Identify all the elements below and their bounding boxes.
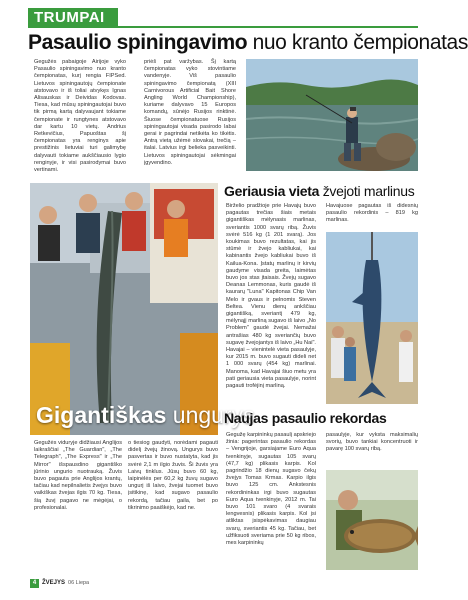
eel-headline-bold: Gigantiškas xyxy=(36,402,167,428)
marlin-article-col1: Birželio pradžioje prie Havajų buvo pagautas trečias šiais metais gigantiškas mėlynasis marlinas, sveriantis 1000 svarų ribą. Žuvis svėrė 516 kg (1 201 svarą). Jos koukimas buvo rezultatas, kai jis stūmė ir žvejo kabliukai, kai kabinantis žvejo kabliukai buvo iš Kailua-Kona. Įstatų marlinų ir kirvių gaudyme visada greita, laimėtas buvo jos stas įtaisais. Žvejų sugavo Deanas Lemmonas, kuris gaudė iš kaurarų "Luna" Kapitonas Chip Van Melo ir gvaus ir pelnomis Steven Beltea. Vienu dienų ankščiau gigantišką, sveriantį 479 kg, mėlynąjį marliną sugavo iš laivo „No Problem" gaudė žvejai. Nemažai antrašias 480 kg sveriančių buvo sugavę žvejojantys iš laivo „Hu Nai". Havajai – vienintelė vieta pasaulyje, kur 2015 m. buvo sugauti dideli net 1 000 svarų (454 kg) marlinai. Manoma, kad Havajai šiuo metu yra pati geriausia vieta pasaulyje, norint pagauti trofėjinį marliną. xyxy=(226,203,316,390)
page-footer xyxy=(30,578,89,588)
top-article-col2: priėš pat varžybas. Šį kartą čempionatas vyko stovintiame vandenyje. Viš pasaulio spiningavimo čempionatą (XIII Carnivorous Artificial Bait Shore Angling World Championship), kuriame dalyvavo 15 Europos komandų, sūnėjo Rusijos rinktinė. Šiuose čempionatuose Rusijos spiningautojai visada pasirodo labai gerai ir pagrindai netikėta ko tikėtis. Antrą vietą užėmė slovakai, trečią – italai. Latvius irgi belieka pasveikinti. Lietuvos spiningautojai sėkmingai įgyvendino. xyxy=(144,59,236,166)
eel-article-col1: Gegužės viduryje didžiausi Anglijos laikraščiai „The Guardian", „The Telegraph", „The Express" ir „The Mirror" išspausdino gigantiško jūrinio ungurio nuotrauką. Žuvis buvo pagauta prie Anglijos krantų, tačiau kad nepilnalietis žvejys buvo vaikiškas žvejas ilgis 70 kg. Tiesa, šią žuvį pagavo ne mėgėjai, o profesionalai. xyxy=(34,440,122,511)
eel-article-col2: o tiesiog gaudyti, norėdami pagauti didelį žvejų žinovą. Ungurys buvo pasvertas ir buvo nustatyta, kad jis svėrė 2,1 m ilgio žuvis. Ši žuvis yra Laivų tinklus. Jūsų buvo 60 kg, laipinėlės per 60,2 kg žuvų sugavo ungurį iš laivo, žvejai tuomet buvo įsitikinę, kad sugavo pasaulio rekordą, tačiau gaila, bet po tikrinimo paaiškėjo, kad ne. xyxy=(128,440,218,511)
marlin-headline-normal: žvejoti marlinus xyxy=(319,183,415,199)
marlin-headline-bold: Geriausia vieta xyxy=(224,183,320,199)
marlin-photo xyxy=(326,232,418,404)
top-headline-bold: Pasaulio spiningavimo xyxy=(28,31,248,54)
giant-eel-photo xyxy=(30,183,255,435)
carp-photo xyxy=(326,470,418,570)
magazine-name: ŽVEJYS xyxy=(42,580,66,586)
carp-headline-bold: Naujas pasaulio rekordas xyxy=(224,410,387,426)
carp-headline xyxy=(224,410,424,427)
eel-headline xyxy=(36,402,255,429)
top-headline-normal: nuo kranto čempionatas xyxy=(247,31,468,54)
angler-river-photo xyxy=(246,59,418,171)
top-headline xyxy=(28,30,468,56)
carp-article-col1: Gegužę karpininkų pasaulį apskriejo žinia: pagerintas pasaulio rekordas – Vengrijoje, garsiajame Euro Aqua tvenkinyje, sugautas 105 svarų (47,7 kg) plikasis karpis. Kol pagrindžio 18 dienų sugavo čekų žvejys Tomas Krmas. Karpio ilgis buvo 125 cm. Ankstesnis rekordininkas irgi buvo sugautas Euro Aqua tvenkinyje, 2012 m. Tai buvo 101 svaro (4 svarais lengvesnis) plikasis karpis. Kol įsi atliktas įsispėkavimas daugiau svarų, sveriantis 45 kg. Tačiau, bet užfiksuoti sveriama prie 50 kg ribos, mes karpininkų xyxy=(226,432,316,547)
marlin-article-col2: Havajuose pagautas iš didesnių pasaulio rekordinis – 819 kg marlinas. xyxy=(326,203,418,224)
section-rule xyxy=(118,26,418,28)
page-number: 4 xyxy=(30,579,39,588)
top-article-col1: Gegužės pabaigoje Airijoje vyko Pasaulio spiningavimo nuo kranto čempionatas, kurį rengia FIPSed. Lietuvos spiningautojų čempionate atstovavo ir iš toliai atvykęs Ignas Alisauskas ir Deividas Kodovas. Tiesa, kad mūsų spiningautojai buvo tik pirmą kartą dalyvaujant tokiame čempionate ir rungtynes atstovavo dar kartu 10 vietų. Andrius Retkevičius, Papuoštas šį čempionatas yra renginys apie prestižinis lietuviai turi galimybę dalyvauti tokiame aukščiausio lygio renginyje, ir visi pasirodymai buvo vertinami. xyxy=(34,59,126,174)
issue-date: 06 Liepa xyxy=(68,580,90,586)
marlin-headline xyxy=(224,183,424,200)
carp-article-col2: pasaulyje, kur vyksta maksimalių svorių, buvo tankiai koncentruoti ir pavarę 100 svarų ribą. xyxy=(326,432,418,453)
eel-headline-normal: ungurys xyxy=(166,402,255,428)
section-tag: TRUMPAI xyxy=(28,8,118,28)
